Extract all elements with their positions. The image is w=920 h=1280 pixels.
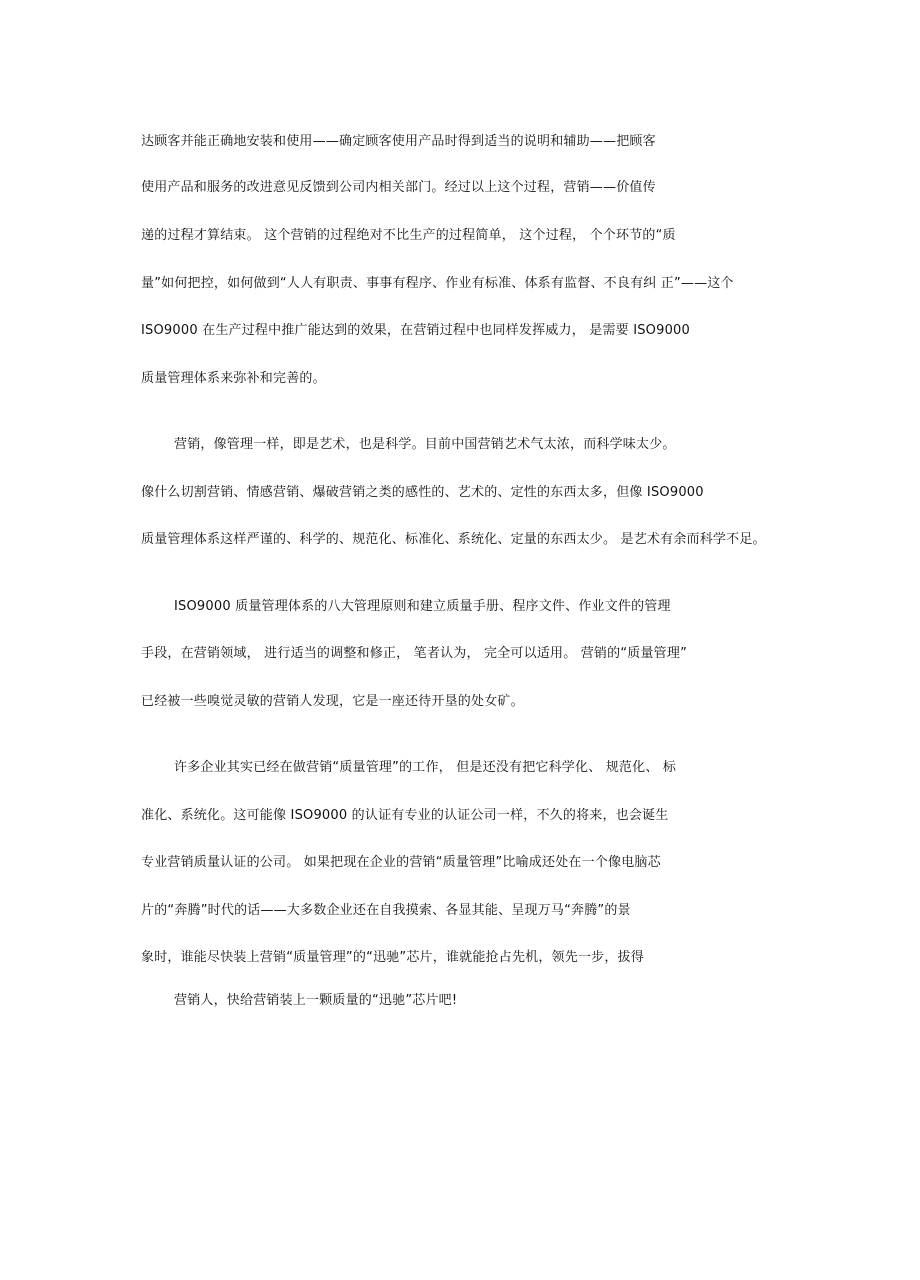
text-line: 许多企业其实已经在做营销“质量管理”的工作， 但是还没有把它科学化、 规范化、 标 [174,760,677,775]
text-line: 专业营销质量认证的公司。 如果把现在企业的营销“质量管理”比喻成还处在一个像电脑芯 [141,855,661,870]
text-line: 已经被一些嗅觉灵敏的营销人发现，它是一座还待开垦的处女矿。 [141,694,524,709]
text-line: 营销人，快给营销装上一颗质量的“迅驰”芯片吧! [174,993,458,1008]
text-line: 达顾客并能正确地安装和使用——确定顾客使用产品时得到适当的说明和辅助——把顾客 [141,134,656,149]
text-line: 质量管理体系这样严谨的、科学的、规范化、标准化、系统化、定量的东西太少。 是艺术有余而科学不足。 [141,532,766,547]
text-line: 使用产品和服务的改进意见反馈到公司内相关部门。经过以上这个过程，营销——价值传 [141,180,656,195]
text-line: 片的“奔腾”时代的话——大多数企业还在自我摸索、各显其能、呈现万马“奔腾”的景 [141,903,631,918]
text-line: ISO9000 质量管理体系的八大管理原则和建立质量手册、程序文件、作业文件的管理 [174,599,671,614]
text-line: 象时，谁能尽快装上营销“质量管理”的“迅驰”芯片，谁就能抢占先机，领先一步，拔得 [141,950,644,965]
text-line: 手段，在营销领域， 进行适当的调整和修正， 笔者认为， 完全可以适用。 营销的“质量管理” [141,646,687,661]
text-line: 质量管理体系来弥补和完善的。 [141,371,326,386]
text-line: ISO9000 在生产过程中推广能达到的效果，在营销过程中也同样发挥威力， 是需要 ISO9000 [141,323,691,338]
text-line: 营销，像管理一样，即是艺术，也是科学。目前中国营销艺术气太浓，而科学味太少。 [174,437,676,452]
text-line: 像什么切割营销、情感营销、爆破营销之类的感性的、艺术的、定性的东西太多，但像 ISO9000 [141,485,704,500]
text-line: 递的过程才算结束。 这个营销的过程绝对不比生产的过程简单， 这个过程， 个个环节的“质 [141,228,676,243]
text-line: 准化、系统化。这可能像 ISO9000 的认证有专业的认证公司一样，不久的将来，也会诞生 [141,808,669,823]
text-line: 量”如何把控，如何做到“人人有职责、事事有程序、作业有标准、体系有监督、不良有纠 正”——这个 [141,276,734,291]
